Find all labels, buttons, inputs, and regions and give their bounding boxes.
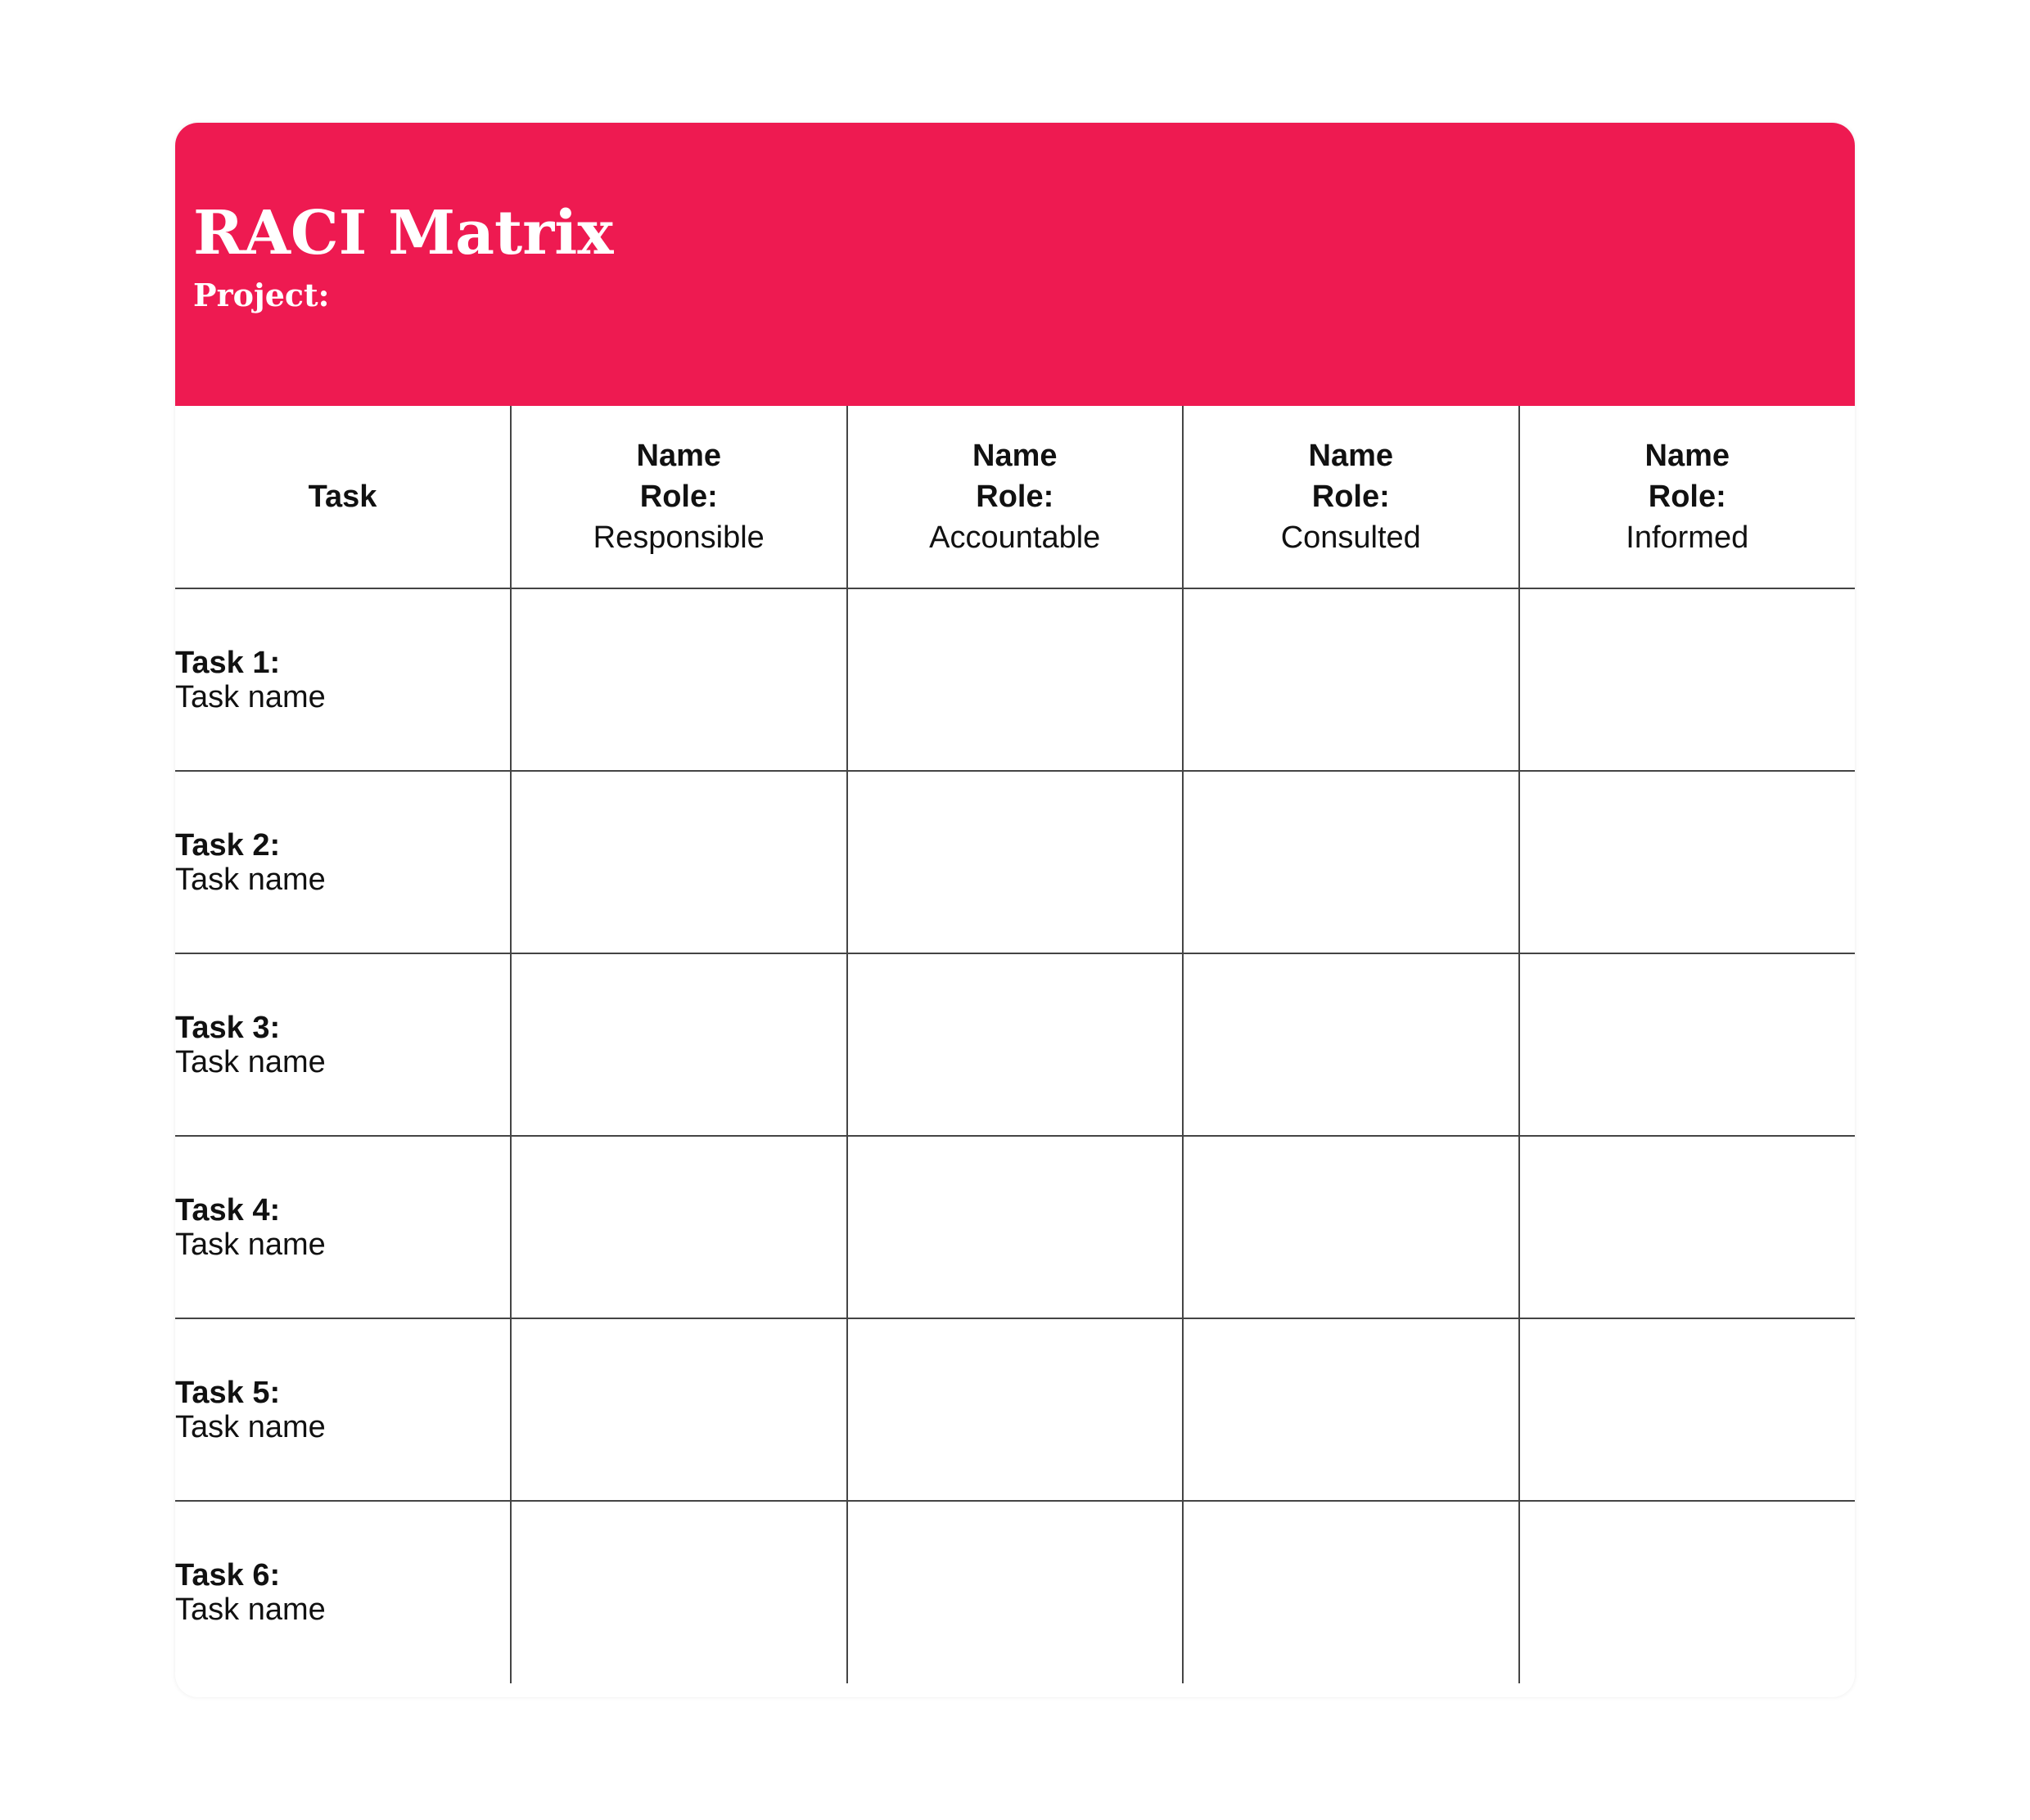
- task-name: Task name: [175, 1227, 326, 1262]
- assignment-cell[interactable]: [511, 1136, 847, 1318]
- assignment-cell[interactable]: [511, 771, 847, 953]
- role-value: Responsible: [593, 520, 765, 555]
- table-row: [175, 771, 1855, 953]
- role-label: Role:: [1648, 480, 1726, 514]
- task-cell: [175, 588, 511, 771]
- role-column-header-informed: [1519, 406, 1856, 588]
- task-cell: [175, 1136, 511, 1318]
- task-label: Task 3:: [175, 1010, 281, 1045]
- assignment-cell[interactable]: [847, 1501, 1184, 1683]
- task-cell: [175, 771, 511, 953]
- assignment-cell[interactable]: [1183, 1501, 1519, 1683]
- task-label: Task 2:: [175, 827, 281, 863]
- table-row: [175, 1136, 1855, 1318]
- header-banner: [175, 123, 1855, 406]
- assignment-cell[interactable]: [1183, 953, 1519, 1136]
- assignment-cell[interactable]: [1519, 771, 1856, 953]
- table-row: [175, 588, 1855, 771]
- assignment-cell[interactable]: [1519, 1318, 1856, 1501]
- assignment-cell[interactable]: [1519, 953, 1856, 1136]
- assignment-cell[interactable]: [511, 588, 847, 771]
- task-cell: [175, 1501, 511, 1683]
- role-value: Consulted: [1280, 520, 1421, 555]
- task-cell: [175, 953, 511, 1136]
- task-name: Task name: [175, 679, 326, 714]
- assignment-cell[interactable]: [1183, 588, 1519, 771]
- task-label: Task 1:: [175, 645, 281, 680]
- raci-table: [175, 406, 1855, 1683]
- role-value: Informed: [1626, 520, 1749, 555]
- assignment-cell[interactable]: [1183, 1136, 1519, 1318]
- role-label: Role:: [1311, 480, 1390, 514]
- assignment-cell[interactable]: [1183, 1318, 1519, 1501]
- task-label: Task 6:: [175, 1558, 281, 1592]
- task-label: Task 5:: [175, 1375, 281, 1410]
- task-column-label: Task: [308, 480, 377, 514]
- role-column-header-consulted: [1183, 406, 1519, 588]
- role-column-header-accountable: [847, 406, 1184, 588]
- project-label: Project:: [193, 277, 330, 313]
- assignment-cell[interactable]: [847, 1136, 1184, 1318]
- page-title: RACI Matrix: [193, 198, 614, 268]
- table-row: [175, 1318, 1855, 1501]
- header-row: [175, 406, 1855, 588]
- assignment-cell[interactable]: [847, 953, 1184, 1136]
- task-name: Task name: [175, 862, 326, 897]
- assignment-cell[interactable]: [1519, 1501, 1856, 1683]
- assignment-cell[interactable]: [1183, 771, 1519, 953]
- assignment-cell[interactable]: [511, 1501, 847, 1683]
- assignment-cell[interactable]: [511, 953, 847, 1136]
- table-row: [175, 1501, 1855, 1683]
- name-label: Name: [1644, 439, 1730, 473]
- assignment-cell[interactable]: [847, 1318, 1184, 1501]
- raci-matrix-card: [175, 123, 1855, 1697]
- name-label: Name: [636, 439, 721, 473]
- task-column-header: [175, 406, 511, 588]
- name-label: Name: [1308, 439, 1393, 473]
- role-value: Accountable: [929, 520, 1101, 555]
- table-row: [175, 953, 1855, 1136]
- task-name: Task name: [175, 1044, 326, 1079]
- assignment-cell[interactable]: [511, 1318, 847, 1501]
- task-label: Task 4:: [175, 1192, 281, 1228]
- role-label: Role:: [976, 480, 1054, 514]
- role-label: Role:: [639, 480, 718, 514]
- assignment-cell[interactable]: [847, 771, 1184, 953]
- task-name: Task name: [175, 1409, 326, 1444]
- assignment-cell[interactable]: [1519, 1136, 1856, 1318]
- name-label: Name: [972, 439, 1058, 473]
- assignment-cell[interactable]: [1519, 588, 1856, 771]
- task-cell: [175, 1318, 511, 1501]
- role-column-header-responsible: [511, 406, 847, 588]
- task-name: Task name: [175, 1592, 326, 1627]
- assignment-cell[interactable]: [847, 588, 1184, 771]
